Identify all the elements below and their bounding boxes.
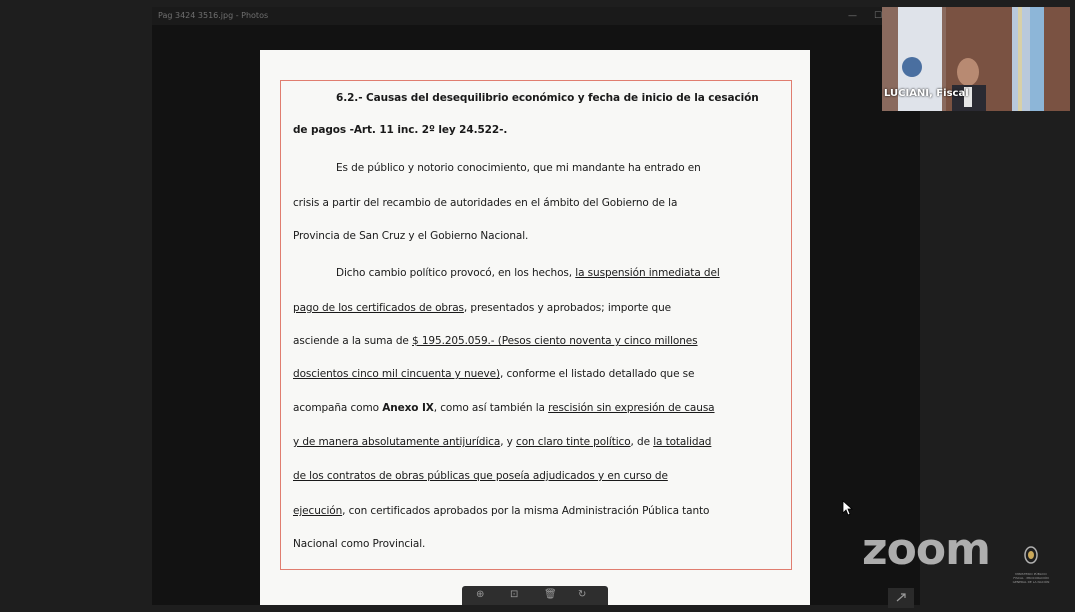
minimize-icon[interactable]: —: [848, 11, 857, 21]
zoom-in-icon[interactable]: ⊕: [476, 589, 485, 600]
page-frame: [280, 80, 792, 570]
participant-name-label: LUCIANI, Fiscal: [884, 88, 969, 99]
photo-viewer-toolbar: [462, 586, 608, 605]
section-heading: 6.2.- Causas del desequilibrio económico y fecha de inicio de la cesación: [336, 92, 759, 104]
section-heading-cont: de pagos -Art. 11 inc. 2º ley 24.522-.: [293, 124, 508, 136]
expand-icon: [888, 588, 914, 608]
mpf-seal-icon: [1023, 545, 1039, 565]
paragraph-line: acompaña como Anexo IX, como así también la rescisión sin expresión de causa: [293, 402, 715, 414]
zoom-logo: zoom: [862, 524, 990, 575]
paragraph-line: ejecución, con certificados aprobados por la misma Administración Pública tanto: [293, 505, 710, 517]
paragraph-line: asciende a la suma de $ 195.205.059.- (Pesos ciento noventa y cinco millones: [293, 335, 698, 347]
paragraph-line: Provincia de San Cruz y el Gobierno Nacional.: [293, 230, 529, 242]
paragraph-line: Es de público y notorio conocimiento, que mi mandante ha entrado en: [336, 162, 701, 174]
paragraph-line: pago de los certificados de obras, presentados y aprobados; importe que: [293, 302, 671, 314]
paragraph-line: y de manera absolutamente antijurídica, y con claro tinte político, de la totalidad: [293, 436, 712, 448]
crop-icon[interactable]: ⊡: [510, 589, 519, 600]
window-title: Pag 3424 3516.jpg - Photos: [158, 11, 269, 20]
participant-video-tile[interactable]: [882, 7, 1070, 111]
paragraph-line: de los contratos de obras públicas que poseía adjudicados y en curso de: [293, 470, 668, 482]
mouse-cursor-icon: [842, 500, 854, 516]
document-page: [260, 50, 810, 605]
delete-icon[interactable]: 🗑: [544, 589, 557, 600]
seal-caption: MINISTERIO PÚBLICO FISCAL · PROCURACIÓN GENERAL DE LA NACIÓN: [1012, 572, 1050, 584]
paragraph-line: crisis a partir del recambio de autoridades en el ámbito del Gobierno de la: [293, 197, 678, 209]
paragraph-line: Dicho cambio político provocó, en los hechos, la suspensión inmediata del: [336, 267, 720, 279]
paragraph-line: Nacional como Provincial.: [293, 538, 426, 550]
maximize-icon[interactable]: ☐: [874, 11, 883, 21]
window-titlebar: [152, 7, 920, 25]
rotate-icon[interactable]: ↻: [578, 589, 587, 600]
paragraph-line: doscientos cinco mil cincuenta y nueve), conforme el listado detallado que se: [293, 368, 695, 380]
expand-view-button[interactable]: [888, 588, 914, 608]
shared-screen-window: [152, 7, 920, 605]
